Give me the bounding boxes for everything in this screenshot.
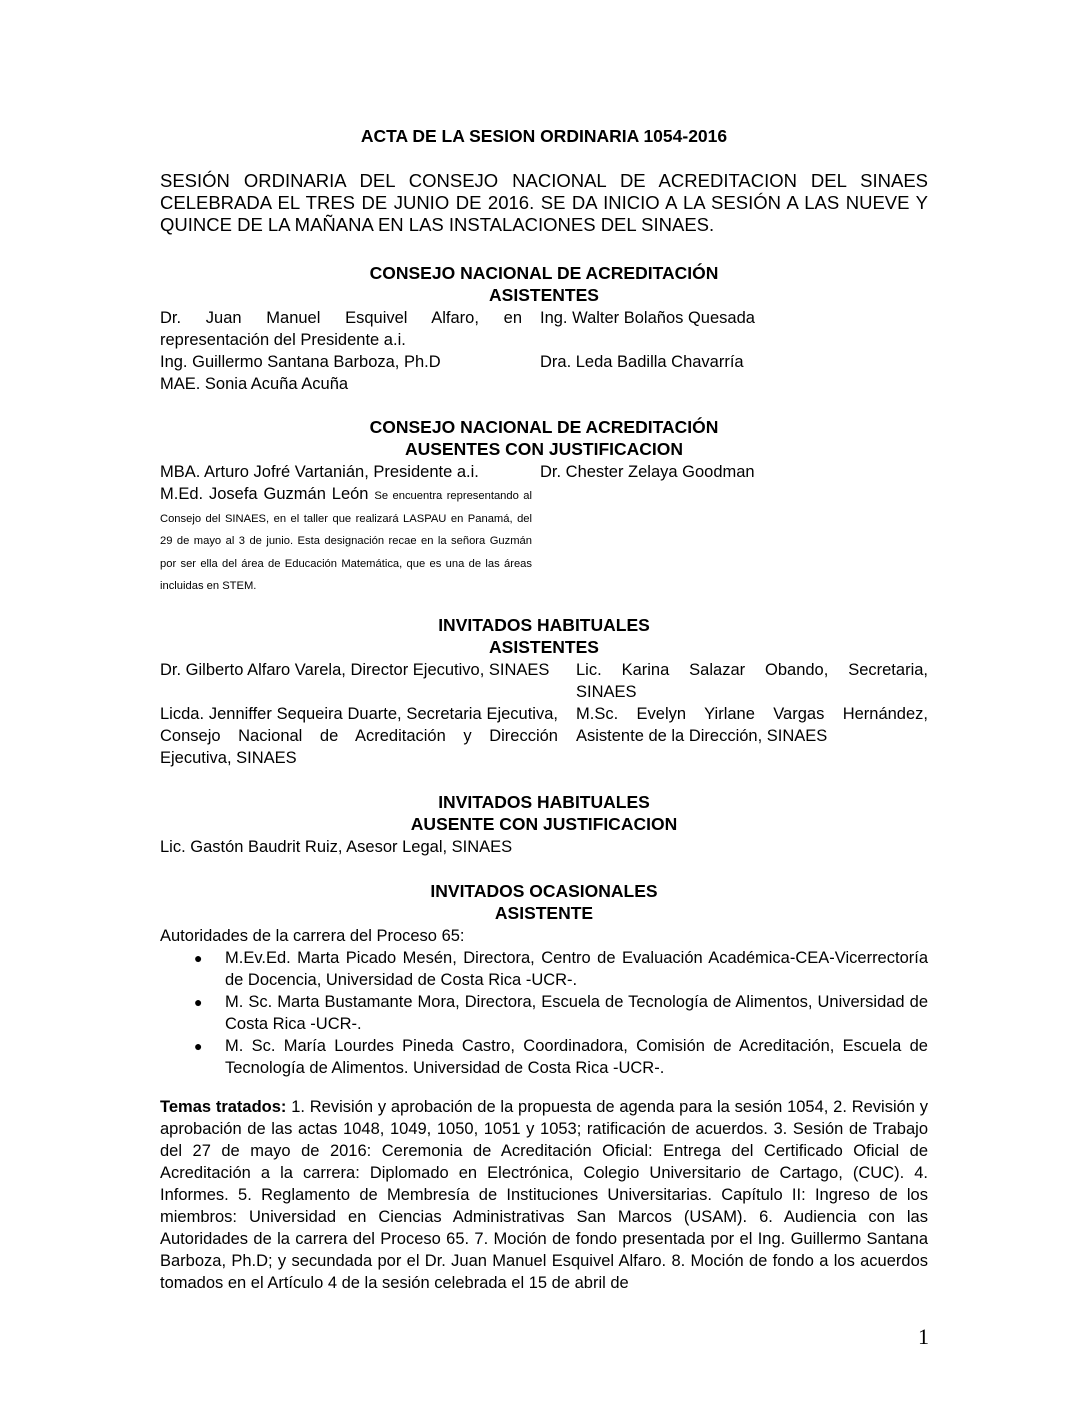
- section-heading-line2: AUSENTES CON JUSTIFICACION: [404, 439, 684, 459]
- attendee-entry: Ing. Guillermo Santana Barboza, Ph.D: [160, 353, 441, 371]
- section-heading-line1: CONSEJO NACIONAL DE ACREDITACIÓN: [369, 417, 719, 437]
- absentee-entry: MBA. Arturo Jofré Vartanián, Presidente a.i.: [160, 463, 479, 481]
- attendee-entry: Dra. Leda Badilla Chavarría: [540, 353, 744, 371]
- section-invitados-ocasionales-heading: [160, 880, 928, 924]
- section-consejo-asistentes-heading: [160, 262, 928, 306]
- section-heading-line2: ASISTENTES: [489, 285, 599, 305]
- guest-entry: Dr. Gilberto Alfaro Varela, Director Ejecutivo, SINAES: [160, 661, 550, 679]
- attendee-entry: Ing. Walter Bolaños Quesada: [540, 309, 755, 327]
- list-item: ● M. Sc. María Lourdes Pineda Castro, Coordinadora, Comisión de Acreditación, Escuela de Tecnología de Alimentos. Universidad de Costa Rica -UCR-.: [194, 1037, 928, 1077]
- consejo-asistentes-list: [160, 307, 928, 395]
- section-consejo-ausentes-heading: [160, 416, 928, 460]
- invitados-asistentes-list: [160, 659, 928, 769]
- ocasionales-bullet-list: [185, 947, 928, 1079]
- section-heading-line2: ASISTENTE: [494, 903, 594, 923]
- list-item: ● M. Sc. Marta Bustamante Mora, Directora, Escuela de Tecnología de Alimentos, Universidad de Costa Rica -UCR-.: [194, 993, 928, 1033]
- attendee-entry: MAE. Sonia Acuña Acuña: [160, 375, 349, 393]
- section-heading-line2: AUSENTE CON JUSTIFICACION: [410, 814, 678, 834]
- bullet-dot-icon: ●: [194, 994, 203, 1010]
- section-heading-line1: CONSEJO NACIONAL DE ACREDITACIÓN: [369, 263, 719, 283]
- absentee-name: M.Ed. Josefa Guzmán León: [160, 485, 369, 503]
- temas-tratados-paragraph: [160, 1096, 928, 1294]
- absence-justification-note: Se encuentra representando al Consejo del SINAES, en el taller que realizará LASPAU en Panamá, del 29 de mayo al 3 de junio. Esta designación recae en la señora Guzmán por ser ella del área de Educación Matemática, que es una de las áreas incluidas en STEM.: [160, 490, 532, 592]
- ocasionales-lead: Autoridades de la carrera del Proceso 65:: [160, 927, 465, 945]
- bullet-dot-icon: ●: [194, 950, 203, 966]
- section-invitados-ausente-heading: [160, 791, 928, 835]
- section-heading-line1: INVITADOS HABITUALES: [438, 792, 650, 812]
- bullet-dot-icon: ●: [194, 1038, 203, 1054]
- invitados-ausente-entry: Lic. Gastón Baudrit Ruiz, Asesor Legal, SINAES: [160, 838, 513, 856]
- page-number: 1: [918, 1324, 929, 1349]
- consejo-ausentes-list: [160, 461, 928, 601]
- guest-entry: Lic. Karina Salazar Obando, Secretaria, SINAES: [576, 661, 928, 701]
- guest-entry: Licda. Jenniffer Sequeira Duarte, Secretaria Ejecutiva, Consejo Nacional de Acreditación y Dirección Ejecutiva, SINAES: [160, 705, 558, 767]
- absentee-entry: Dr. Chester Zelaya Goodman: [540, 463, 755, 481]
- section-invitados-asistentes-heading: [160, 614, 928, 658]
- session-intro: SESIÓN ORDINARIA DEL CONSEJO NACIONAL DE ACREDITACION DEL SINAES CELEBRADA EL TRES DE JUNIO DE 2016. SE DA INICIO A LA SESIÓN A LAS NUEVE Y QUINCE DE LA MAÑANA EN LAS INSTALACIONES DEL SINAES.: [160, 170, 928, 235]
- document-title: ACTA DE LA SESION ORDINARIA 1054-2016: [360, 126, 728, 146]
- attendee-entry: Dr. Juan Manuel Esquivel Alfaro, en representación del Presidente a.i.: [160, 309, 522, 349]
- section-heading-line2: ASISTENTES: [489, 637, 599, 657]
- absentee-entry-with-note: [160, 483, 532, 596]
- section-heading-line1: INVITADOS HABITUALES: [438, 615, 650, 635]
- guest-entry: M.Sc. Evelyn Yirlane Vargas Hernández, Asistente de la Dirección, SINAES: [576, 705, 928, 745]
- temas-text: 1. Revisión y aprobación de la propuesta de agenda para la sesión 1054, 2. Revisión y aprobación de las actas 1048, 1049, 1050, 1051 y 1053; ratificación de acuerdos. 3. Sesión de Trabajo del 27 de mayo de 2016: Ceremonia de Acreditación Oficial: Entrega del Certificado Oficial de Acreditación a la carrera: Diplomado en Electrónica, Colegio Universitario de Cartago, (CUC). 4. Informes. 5. Reglamento de Membresía de Instituciones Universitarias. Capítulo II: Ingreso de los miembros: Universidad en Ciencias Administrativas San Marcos (USAM). 6. Audiencia con las Autoridades de la carrera del Proceso 65. 7. Moción de fondo presentada por el Ing. Guillermo Santana Barboza, Ph.D; y secundada por el Dr. Juan Manuel Esquivel Alfaro. 8. Moción de fondo a los acuerdos tomados en el Artículo 4 de la sesión celebrada el 15 de abril de: [160, 1098, 929, 1292]
- list-item: ● M.Ev.Ed. Marta Picado Mesén, Directora, Centro de Evaluación Académica-CEA-Vicerrectoría de Docencia, Universidad de Costa Rica -UCR-.: [194, 949, 928, 989]
- temas-label: Temas tratados:: [160, 1098, 287, 1116]
- section-heading-line1: INVITADOS OCASIONALES: [430, 881, 658, 901]
